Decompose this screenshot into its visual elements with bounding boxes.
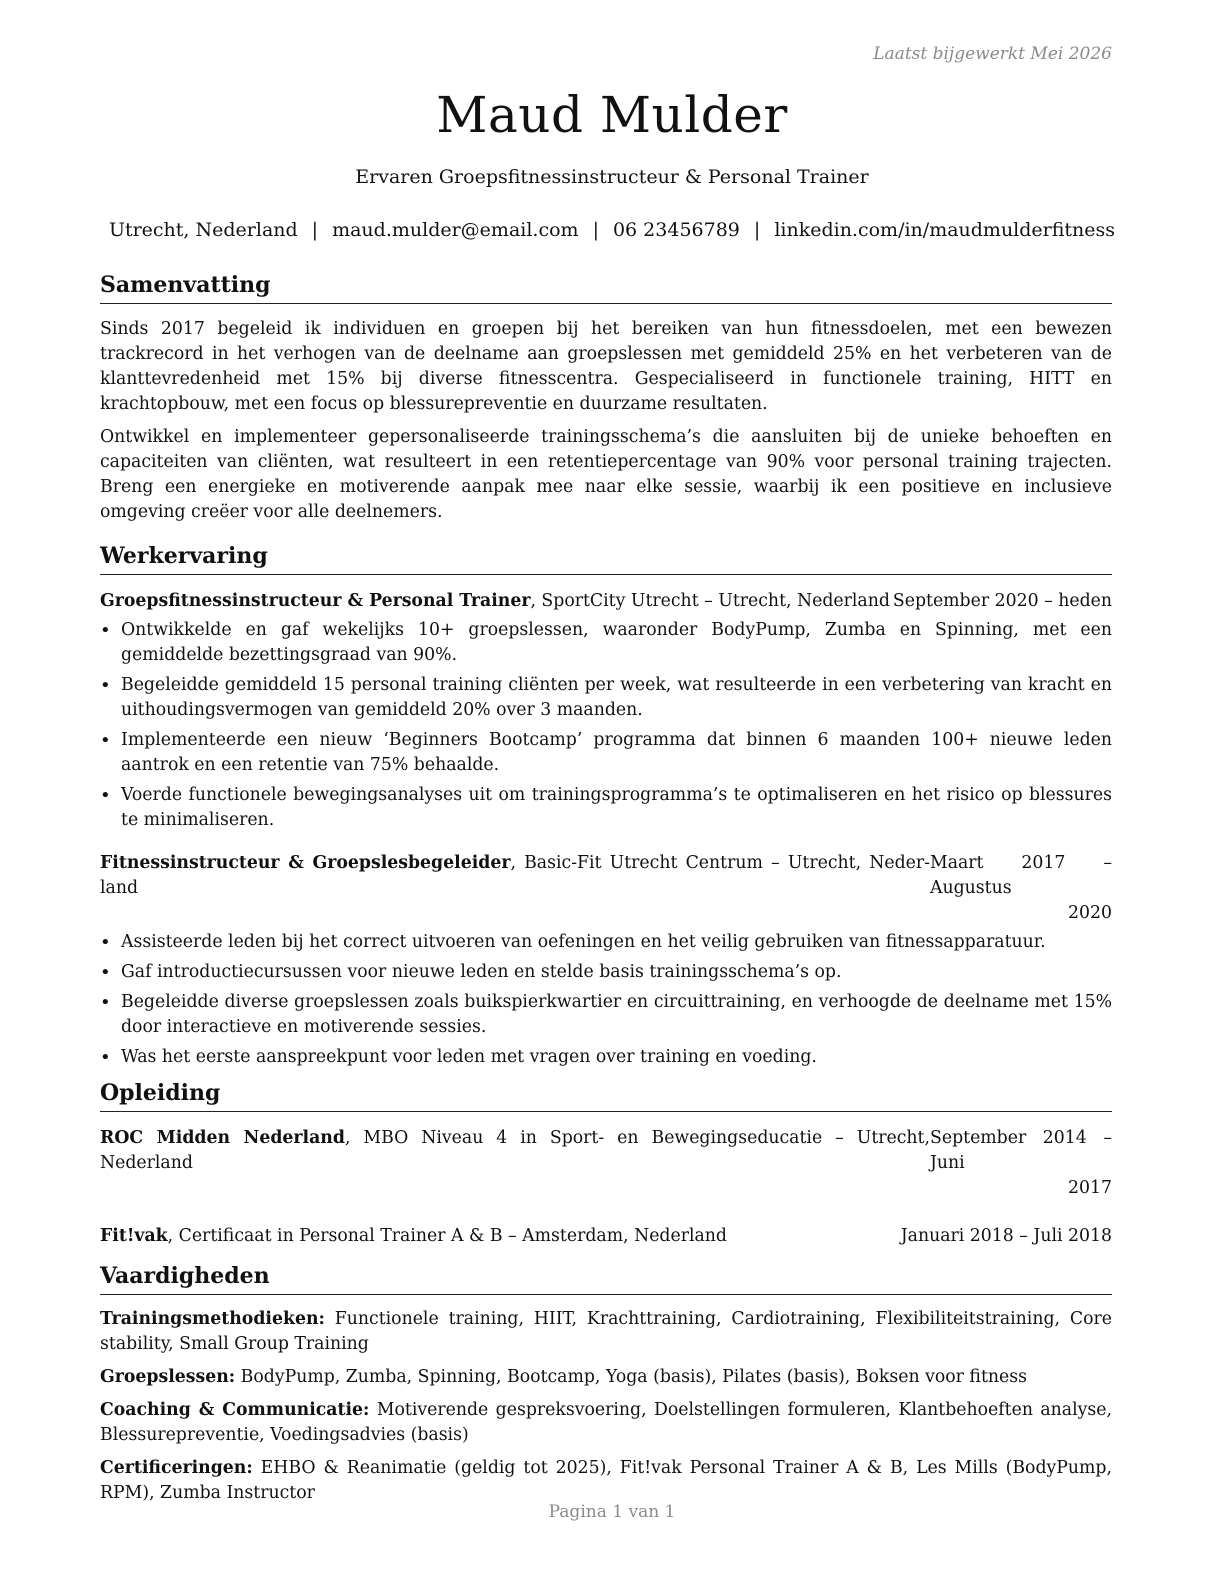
job-bullets [100,618,1112,833]
page-number: Pagina 1 van 1 [548,1502,676,1522]
contact-phone: 06 23456789 [612,219,740,241]
skill-label: Certificeringen: [100,1458,253,1478]
skill-line [100,1398,1112,1448]
job-bullets [100,930,1112,1070]
contact-email[interactable]: maud.mulder@email.com [332,219,579,241]
job-role: Fitnessinstructeur & Groepslesbegeleider [100,853,511,873]
skill-value: Motiverende gespreksvoering, Doelstellingen formuleren, Klantbehoeften analyse, Blessurepreventie, Voedingsadvies (basis) [100,1400,1112,1445]
education-date [930,1126,1112,1201]
skill-line [100,1365,1112,1390]
section-title-experience: Werkervaring [100,539,1112,575]
contact-separator: | [753,219,761,241]
education-header [100,1224,1112,1249]
summary-paragraph: Sinds 2017 begeleid ik individuen en groepen bij het bereiken van hun fitnessdoelen, met een bewezen trackrecord in het verhogen van de deelname aan groepslessen met gemiddeld 25% en het verbeteren van de klanttevredenheid met 15% bij diverse fitnesscentra. Gespecialiseerd in functionele training, HITT en krachtopbouw, met een focus op blessurepreventie en duurzame resultaten. [100,319,1112,414]
contact-linkedin[interactable]: linkedin.com/in/maudmulderfitness [774,219,1116,241]
education-date: Januari 2018 – Juli 2018 [900,1226,1112,1246]
job-role: Groepsfitnessinstructeur & Personal Trainer [100,591,531,611]
education-detail: , MBO Niveau 4 in Sport- en Bewegingseducatie – Utrecht, Nederland [100,1128,930,1173]
section-title-education: Opleiding [100,1076,1112,1112]
list-item: • Implementeerde een nieuw ‘Beginners Bootcamp’ programma dat binnen 6 maanden 100+ nieuwe leden aantrok en een retentie van 75% behaalde. [100,728,1112,778]
candidate-name: Maud Mulder [436,86,788,144]
skill-line [100,1456,1112,1506]
updated-note: Laatst bijgewerkt Mei 2026 [873,44,1112,64]
list-item: • Begeleidde diverse groepslessen zoals buikspierkwartier en circuittraining, en verhoogde de deelname met 15% door interactieve en motiverende sessies. [100,990,1112,1040]
contact-separator: | [592,219,599,241]
job-date [930,851,1112,926]
skill-value: Functionele training, HIIT, Krachttraining, Cardiotraining, Flexibiliteitstraining, Core stability, Small Group Training [100,1309,1112,1354]
section-title-skills: Vaardigheden [100,1259,1112,1295]
job-header [100,589,1112,614]
list-item: • Voerde functionele bewegingsanalyses uit om trainingsprogramma’s te optimaliseren en het risico op blessures te minimaliseren. [100,783,1112,833]
skill-label: Groepslessen: [100,1367,236,1387]
contact-separator: | [311,219,319,241]
resume-body [100,268,1112,1506]
education-school: Fit!vak [100,1226,168,1246]
education-date-line: September 2014 – Juni [930,1128,1112,1173]
job-organization: , Basic-Fit Utrecht Centrum – Utrecht, Neder-land [100,853,930,898]
list-item: • Begeleidde gemiddeld 15 personal training cliënten per week, wat resulteerde in een verbetering van kracht en uithoudingsvermogen van gemiddeld 20% over 3 maanden. [100,673,1112,723]
list-item: • Ontwikkelde en gaf wekelijks 10+ groepslessen, waaronder BodyPump, Zumba en Spinning, met een gemiddelde bezettingsgraad van 90%. [100,618,1112,668]
job-date-line: 2020 [1068,903,1112,923]
list-item: • Gaf introductiecursussen voor nieuwe leden en stelde basis trainingsschema’s op. [100,960,1112,985]
tagline: Ervaren Groepsfitnessinstructeur & Personal Trainer [355,166,869,188]
skill-label: Coaching & Communicatie: [100,1400,370,1420]
education-detail: , Certificaat in Personal Trainer A & B – Amsterdam, Nederland [167,1226,727,1246]
skill-value: EHBO & Reanimatie (geldig tot 2025), Fit!vak Personal Trainer A & B, Les Mills (BodyPump, RPM), Zumba Instructor [100,1458,1112,1503]
skill-line [100,1307,1112,1357]
list-item: • Assisteerde leden bij het correct uitvoeren van oefeningen en het veilig gebruiken van fitnessapparatuur. [100,930,1112,955]
section-title-summary: Samenvatting [100,268,1112,304]
summary-paragraph: Ontwikkel en implementeer gepersonaliseerde trainingsschema’s die aansluiten bij de unieke behoeften en capaciteiten van cliënten, wat resulteert in een retentiepercentage van 90% voor personal training trajecten. Breng een energieke en motiverende aanpak mee naar elke sessie, waarbij ik een positieve en inclusieve omgeving creëer voor alle deelnemers. [100,427,1112,522]
education-school: ROC Midden Nederland [100,1128,345,1148]
education-date-line: 2017 [1068,1178,1112,1198]
job-organization: , SportCity Utrecht – Utrecht, Nederland [530,591,890,611]
skill-value: BodyPump, Zumba, Spinning, Bootcamp, Yoga (basis), Pilates (basis), Boksen voor fitness [235,1367,1027,1387]
contact-line [0,219,1224,241]
skill-label: Trainingsmethodieken: [100,1309,325,1329]
contact-location: Utrecht, Nederland [108,219,298,241]
job-date: September 2020 – heden [892,591,1112,611]
job-header [100,851,1112,926]
list-item: • Was het eerste aanspreekpunt voor leden met vragen over training en voeding. [100,1045,1112,1070]
job-date-line: Maart 2017 – Augustus [930,853,1112,898]
education-header [100,1126,1112,1201]
